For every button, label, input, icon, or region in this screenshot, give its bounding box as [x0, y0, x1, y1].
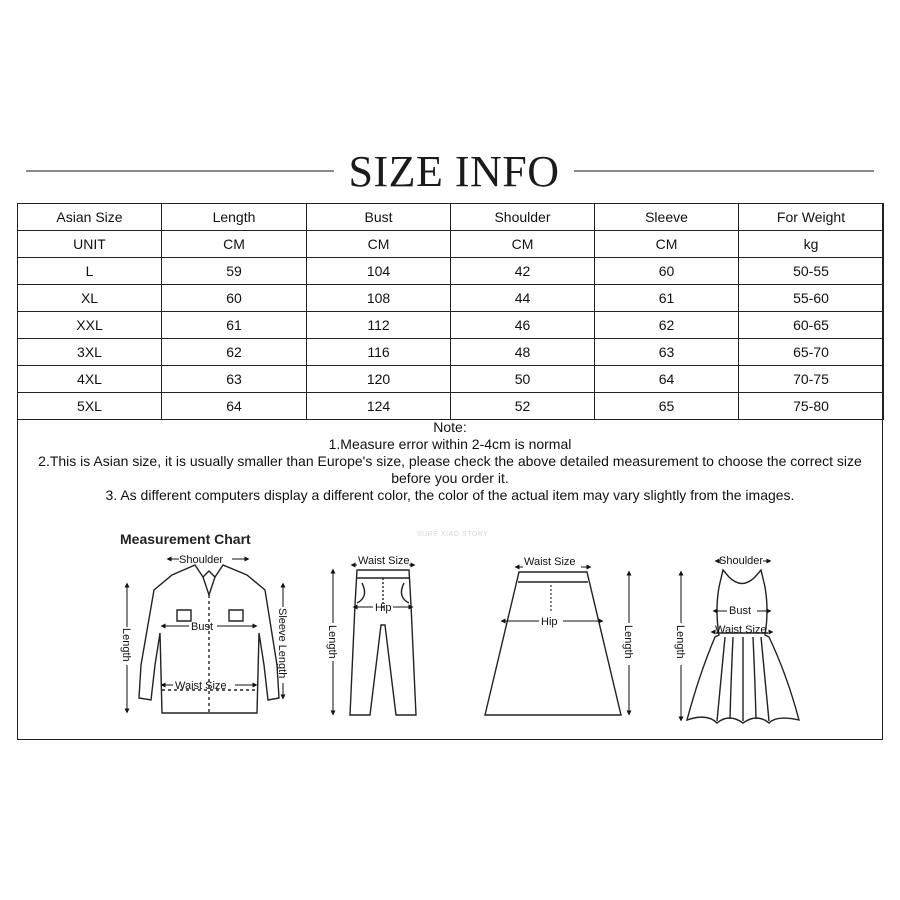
- size-cell: XXL: [18, 312, 162, 339]
- length-cell: 59: [162, 258, 307, 285]
- dress-diagram: [687, 570, 799, 723]
- shirt-shoulder-measure: [169, 554, 247, 566]
- table-unit-row: [18, 231, 884, 258]
- shirt-waist-label: Waist Size: [175, 680, 227, 692]
- dress-waist-measure: [713, 624, 771, 636]
- skirt-waist-measure: [517, 556, 589, 568]
- garment-drawings: [17, 515, 883, 737]
- size-cell: L: [18, 258, 162, 285]
- unit-cell: CM: [162, 231, 307, 258]
- weight-cell: 55-60: [739, 285, 884, 312]
- length-cell: 60: [162, 285, 307, 312]
- header-cell: Asian Size: [18, 204, 162, 231]
- table-row: [18, 312, 884, 339]
- measurement-chart-title: Measurement Chart: [120, 531, 251, 547]
- bust-cell: 116: [307, 339, 451, 366]
- dress-waist-label: Waist Size: [715, 624, 767, 636]
- table-row: [18, 393, 884, 420]
- unit-cell: CM: [451, 231, 595, 258]
- shoulder-cell: 52: [451, 393, 595, 420]
- shoulder-cell: 48: [451, 339, 595, 366]
- dress-shoulder-measure: [717, 555, 769, 567]
- header-cell: Bust: [307, 204, 451, 231]
- shoulder-cell: 50: [451, 366, 595, 393]
- shirt-length-measure: [120, 585, 132, 711]
- store-watermark: SURE XIAO STORY: [417, 531, 489, 538]
- skirt-hip-measure: [503, 585, 601, 628]
- header-cell: Length: [162, 204, 307, 231]
- note-line-3: 3. As different computers display a different color, the color of the actual item may vary slightly from the images.: [105, 487, 795, 503]
- pants-hip-label: Hip: [375, 602, 392, 614]
- shirt-shoulder-label: Shoulder: [179, 554, 224, 566]
- size-cell: 3XL: [18, 339, 162, 366]
- length-cell: 64: [162, 393, 307, 420]
- note-line-2: 2.This is Asian size, it is usually smaller than Europe's size, please check the above detailed measurement to choose the correct size: [38, 453, 862, 469]
- dress-bust-label: Bust: [729, 605, 752, 617]
- note-line-2-continued: before you order it.: [391, 470, 509, 486]
- shoulder-cell: 42: [451, 258, 595, 285]
- header-cell: Shoulder: [451, 204, 595, 231]
- notes-block: [17, 419, 883, 504]
- shirt-bust-measure: [163, 621, 255, 633]
- skirt-diagram: [485, 572, 621, 715]
- pants-waist-label: Waist Size: [358, 555, 410, 567]
- weight-cell: 70-75: [739, 366, 884, 393]
- sleeve-cell: 65: [595, 393, 739, 420]
- bust-cell: 112: [307, 312, 451, 339]
- size-cell: 5XL: [18, 393, 162, 420]
- dress-shoulder-label: Shoulder: [719, 555, 764, 567]
- length-cell: 63: [162, 366, 307, 393]
- size-cell: XL: [18, 285, 162, 312]
- page-title: SIZE INFO: [348, 147, 560, 196]
- weight-cell: 75-80: [739, 393, 884, 420]
- shoulder-cell: 44: [451, 285, 595, 312]
- skirt-outline-icon: [485, 572, 621, 715]
- pants-length-label: Length: [326, 625, 338, 659]
- title-divider-right: [574, 170, 874, 172]
- pants-hip-measure: [355, 602, 411, 614]
- unit-cell: CM: [307, 231, 451, 258]
- weight-cell: 60-65: [739, 312, 884, 339]
- sleeve-cell: 60: [595, 258, 739, 285]
- sleeve-cell: 63: [595, 339, 739, 366]
- bust-cell: 124: [307, 393, 451, 420]
- title-divider-left: [26, 170, 334, 172]
- shoulder-cell: 46: [451, 312, 595, 339]
- table-row: [18, 258, 884, 285]
- dress-bust-measure: [715, 605, 769, 617]
- length-cell: 62: [162, 339, 307, 366]
- bust-cell: 120: [307, 366, 451, 393]
- table-header-row: [18, 204, 884, 231]
- skirt-length-label: Length: [622, 625, 634, 659]
- skirt-hip-label: Hip: [541, 616, 558, 628]
- bust-cell: 104: [307, 258, 451, 285]
- pants-diagram: [350, 570, 416, 715]
- bust-cell: 108: [307, 285, 451, 312]
- size-table: [17, 203, 884, 420]
- unit-cell: kg: [739, 231, 884, 258]
- unit-cell: UNIT: [18, 231, 162, 258]
- shirt-sleeve-label: Sleeve Length: [276, 608, 288, 679]
- header-cell: Sleeve: [595, 204, 739, 231]
- skirt-waist-label: Waist Size: [524, 556, 576, 568]
- length-cell: 61: [162, 312, 307, 339]
- header-cell: For Weight: [739, 204, 884, 231]
- measurement-chart: [17, 515, 883, 737]
- title-banner: [0, 146, 900, 200]
- notes-heading: Note:: [433, 419, 467, 435]
- pants-length-measure: [326, 571, 338, 713]
- weight-cell: 65-70: [739, 339, 884, 366]
- note-line-1: 1.Measure error within 2-4cm is normal: [328, 436, 572, 452]
- dress-length-measure: [674, 573, 686, 719]
- dress-length-label: Length: [674, 625, 686, 659]
- sleeve-cell: 64: [595, 366, 739, 393]
- sleeve-cell: 61: [595, 285, 739, 312]
- weight-cell: 50-55: [739, 258, 884, 285]
- sleeve-cell: 62: [595, 312, 739, 339]
- shirt-length-label: Length: [120, 628, 132, 662]
- shirt-bust-label: Bust: [191, 621, 214, 633]
- unit-cell: CM: [595, 231, 739, 258]
- table-row: [18, 339, 884, 366]
- table-row: [18, 285, 884, 312]
- skirt-length-measure: [622, 573, 634, 713]
- pants-waist-measure: [353, 555, 413, 567]
- size-cell: 4XL: [18, 366, 162, 393]
- table-row: [18, 366, 884, 393]
